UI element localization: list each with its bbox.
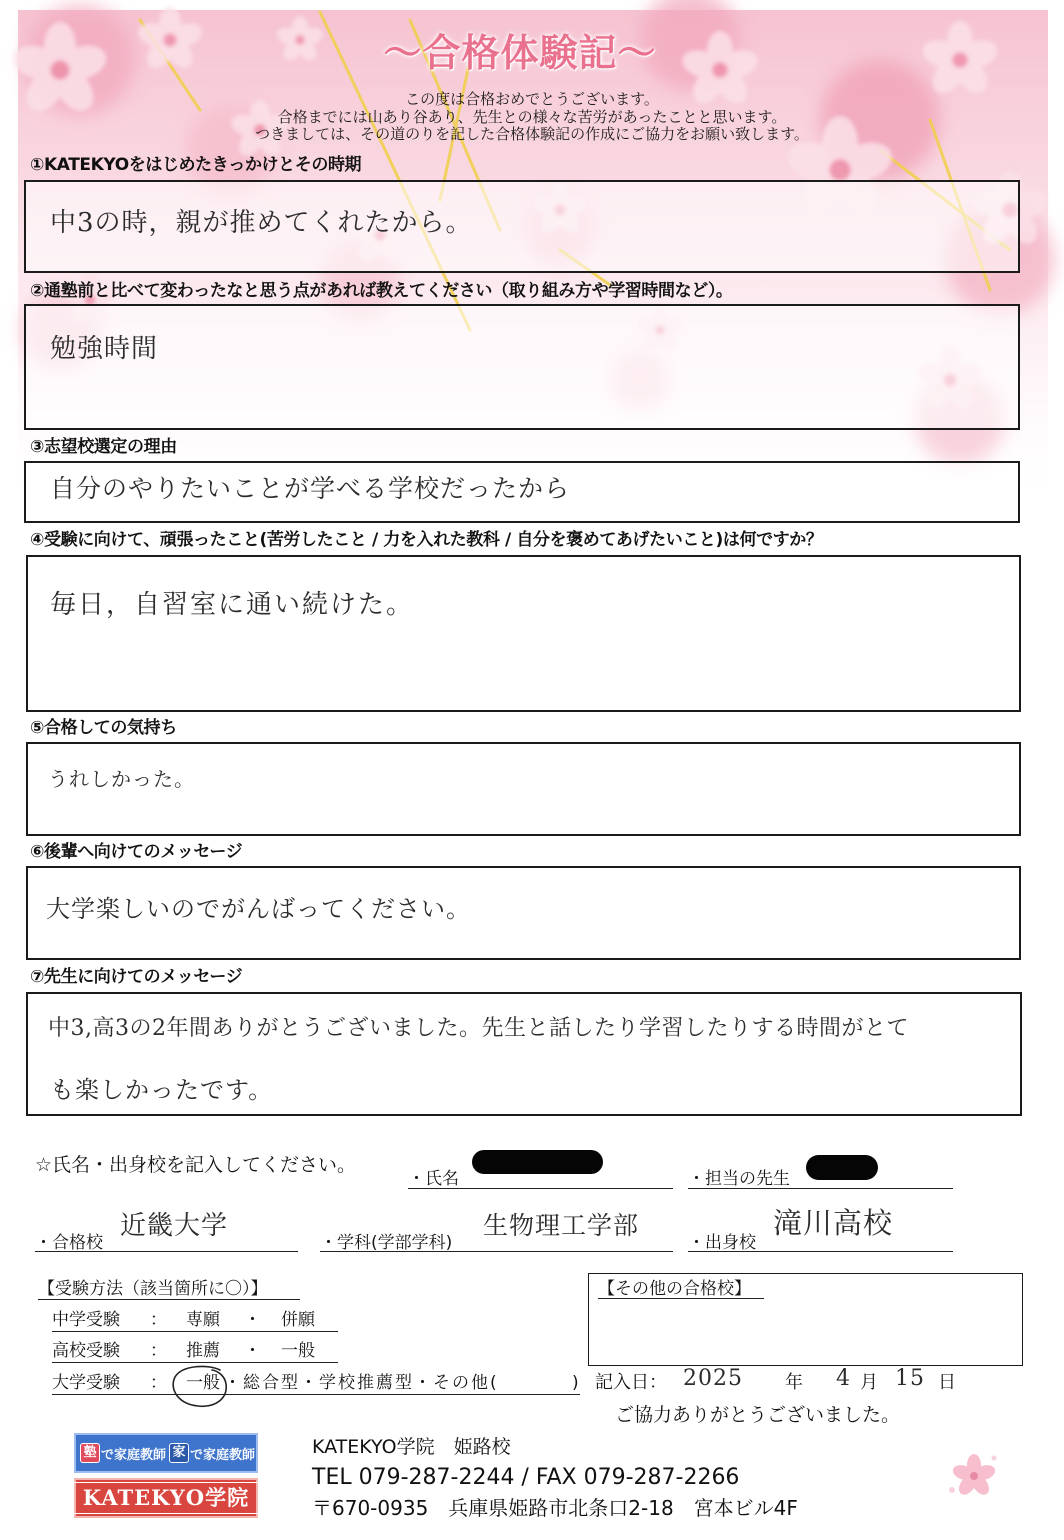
teacher-label: ・担当の先生 (688, 1169, 790, 1189)
answer-box-4 (26, 555, 1021, 712)
junior-high-option-parallel: 併願 (281, 1310, 315, 1330)
date-year: 2025 (683, 1366, 743, 1391)
university-other-close: ) (572, 1373, 579, 1393)
date-month: 4 (836, 1366, 851, 1391)
junior-high-option-exclusive: 専願 (186, 1310, 220, 1330)
name-label: ・氏名 (408, 1169, 459, 1189)
page-title: ～合格体験記～ (383, 31, 657, 75)
university-colon: ： (150, 1373, 167, 1393)
footer-address: 〒670-0935 兵庫県姫路市北条口2-18 宮本ビル4F (312, 1496, 798, 1520)
answer-box-2 (24, 304, 1020, 430)
alma-mater-value: 滝川高校 (773, 1206, 894, 1240)
question-5-label: ⑤合格しての気持ち (30, 718, 177, 738)
department-underline (320, 1251, 673, 1252)
junior-high-exam-label: 中学受験 (52, 1310, 120, 1330)
junior-high-underline (52, 1331, 338, 1332)
juku-icon: 塾 (80, 1443, 100, 1463)
department-label: ・学科(学部学科) (320, 1233, 453, 1253)
alma-mater-label: ・出身校 (688, 1233, 756, 1253)
intro-line-3: つきましては、その道のりを記した合格体験記の作成にご協力をお願い致します。 (255, 125, 809, 143)
alma-mater-underline (688, 1251, 953, 1252)
intro-line-1: この度は合格おめでとうございます。 (405, 90, 659, 108)
school-underline (35, 1251, 298, 1252)
school-label: ・合格校 (35, 1233, 103, 1253)
answer-6-text: 大学楽しいのでがんばってください。 (46, 895, 471, 923)
question-4-label: ④受験に向けて、頑張ったこと(苦労したこと / 力を入れた教科 / 自分を褒めてあげたいこと)は何ですか？ (30, 530, 823, 550)
answer-3-text: 自分のやりたいことが学べる学校だったから (50, 474, 571, 503)
date-day-unit: 日 (938, 1372, 956, 1393)
footer-school-name: KATEKYO学院 姫路校 (312, 1436, 511, 1458)
university-option-general: 一般 (186, 1373, 220, 1393)
home-tutor-logo (74, 1433, 258, 1473)
high-school-option-recommend: 推薦 (186, 1341, 220, 1361)
university-underline (52, 1394, 580, 1395)
question-1-label: ①KATEKYOをはじめたきっかけとその時期 (30, 155, 362, 175)
katekyo-logo (74, 1478, 258, 1518)
school-value: 近畿大学 (120, 1211, 229, 1241)
high-school-dot: ・ (244, 1341, 261, 1361)
high-school-option-general: 一般 (281, 1341, 315, 1361)
date-day: 15 (895, 1366, 925, 1391)
question-7-label: ⑦先生に向けてのメッセージ (30, 967, 243, 987)
name-underline (408, 1188, 673, 1189)
date-label: 記入日： (595, 1372, 667, 1393)
other-schools-heading-underline (598, 1298, 764, 1299)
thanks-message: ご協力ありがとうございました。 (615, 1404, 901, 1426)
answer-5-text: うれしかった。 (48, 767, 195, 791)
date-month-unit: 月 (860, 1372, 878, 1393)
answer-1-text: 中3の時，親が推めてくれたから。 (50, 208, 473, 238)
other-schools-heading: 【その他の合格校】 (598, 1279, 751, 1299)
high-school-colon: ： (150, 1341, 167, 1361)
logo-top-text-1: で家庭教師 (100, 1447, 166, 1463)
logo-top-text-2: で家庭教師 (190, 1447, 256, 1463)
university-exam-label: 大学受験 (52, 1373, 120, 1393)
info-prompt: ☆氏名・出身校を記入してください。 (35, 1154, 357, 1176)
exam-method-heading: 【受験方法（該当箇所に〇）】 (38, 1279, 268, 1299)
cherry-blossom-icon (944, 1450, 1004, 1502)
question-3-label: ③志望校選定の理由 (30, 437, 177, 457)
answer-7-line-1: 中3,高3の2年間ありがとうございました。先生と話したり学習したりする時間がとて (48, 1016, 909, 1041)
junior-high-dot: ・ (244, 1310, 261, 1330)
answer-7-line-2: も楽しかったです。 (50, 1076, 274, 1104)
footer-tel-fax: TEL 079-287-2244 / FAX 079-287-2266 (312, 1465, 740, 1490)
redacted-name (472, 1150, 603, 1174)
department-value: 生物理工学部 (483, 1211, 640, 1240)
intro-line-2: 合格までには山あり谷あり、先生との様々な苦労があったことと思います。 (277, 108, 787, 126)
katekyo-logo-text: KATEKYO学院 (72, 1482, 260, 1514)
university-other-options: ・総合型・学校推薦型・その他( (224, 1373, 499, 1393)
junior-high-colon: ： (150, 1310, 167, 1330)
teacher-underline (688, 1188, 953, 1189)
selection-circle-mark (168, 1362, 232, 1412)
home-icon: 家 (169, 1443, 189, 1463)
answer-2-text: 勉強時間 (50, 334, 159, 364)
question-6-label: ⑥後輩へ向けてのメッセージ (30, 842, 243, 862)
answer-4-text: 毎日，自習室に通い続けた。 (50, 590, 415, 620)
redacted-teacher (806, 1155, 878, 1180)
exam-method-heading-underline (38, 1299, 300, 1300)
question-2-label: ②通塾前と比べて変わったなと思う点があれば教えてください（取り組み方や学習時間など）。 (30, 281, 733, 301)
date-year-unit: 年 (785, 1372, 803, 1393)
high-school-exam-label: 高校受験 (52, 1341, 120, 1361)
